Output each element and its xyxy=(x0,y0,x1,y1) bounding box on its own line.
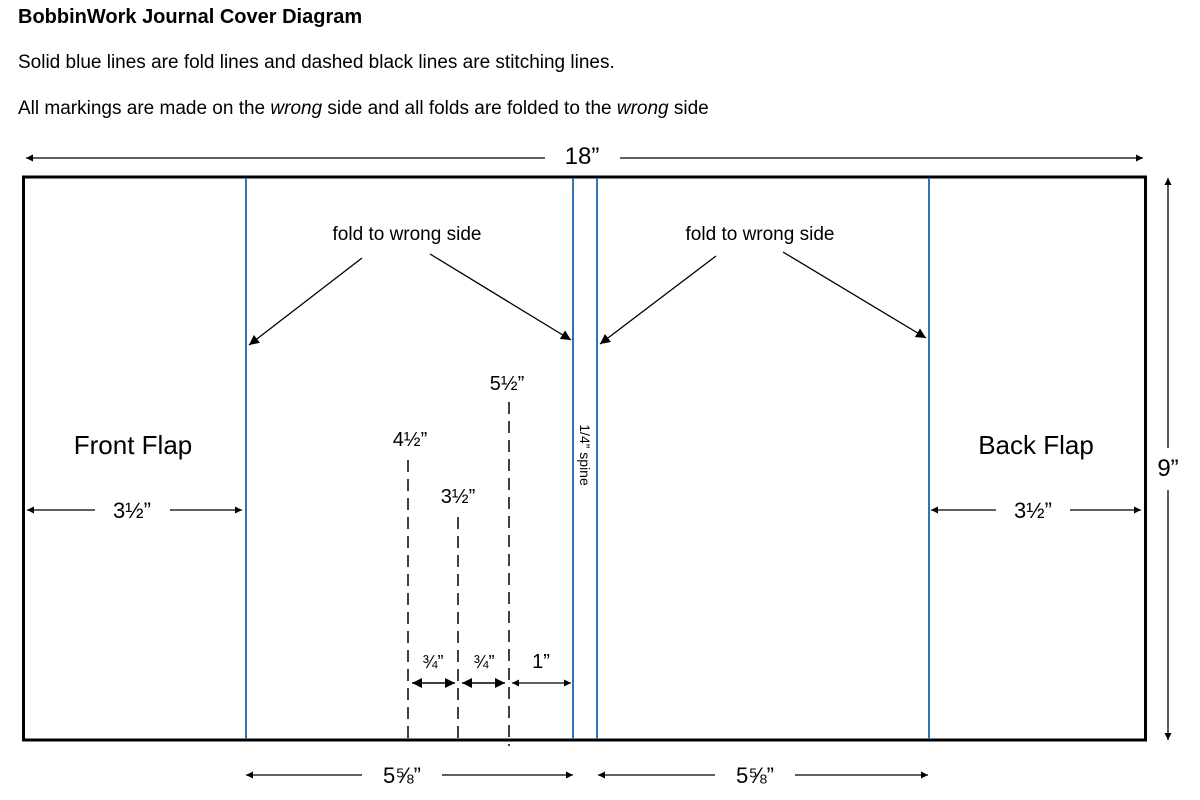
fold-pointer xyxy=(430,254,571,340)
legend-text: Solid blue lines are fold lines and dashed black lines are stitching lines. xyxy=(18,52,615,73)
note-text: side xyxy=(668,98,709,119)
fold-pointer xyxy=(249,258,362,345)
stitch-spacing-3: 1” xyxy=(532,651,550,673)
front-flap-width-label: 3½” xyxy=(113,498,151,523)
back-panel-width-label: 5⅝” xyxy=(736,763,774,788)
stitch-line-1-height: 4½” xyxy=(392,429,428,451)
front-panel-width-label: 5⅝” xyxy=(383,763,421,788)
spine-label: 1/4” spine xyxy=(577,424,593,486)
stitch-spacing-2: ¾” xyxy=(473,652,495,672)
back-flap-width-label: 3½” xyxy=(1014,498,1052,523)
note-text: All markings are made on the xyxy=(18,98,271,119)
front-flap-label: Front Flap xyxy=(73,430,193,460)
fold-pointer xyxy=(783,252,926,338)
fold-label-left: fold to wrong side xyxy=(332,224,482,245)
note-text: side and all folds are folded to the xyxy=(322,98,617,119)
back-flap-label: Back Flap xyxy=(978,430,1094,460)
height-label: 9” xyxy=(1157,455,1179,482)
stitch-line-2-height: 3½” xyxy=(440,486,476,508)
stitch-spacing-1: ¾” xyxy=(422,652,444,672)
total-width-label: 18” xyxy=(564,143,600,170)
fold-label-right: fold to wrong side xyxy=(685,224,835,245)
stitch-line-3-height: 5½” xyxy=(489,373,525,395)
note-emphasis: wrong xyxy=(270,98,323,119)
note-emphasis: wrong xyxy=(616,98,669,119)
page-title: BobbinWork Journal Cover Diagram xyxy=(18,6,363,28)
fold-pointer xyxy=(600,256,716,344)
